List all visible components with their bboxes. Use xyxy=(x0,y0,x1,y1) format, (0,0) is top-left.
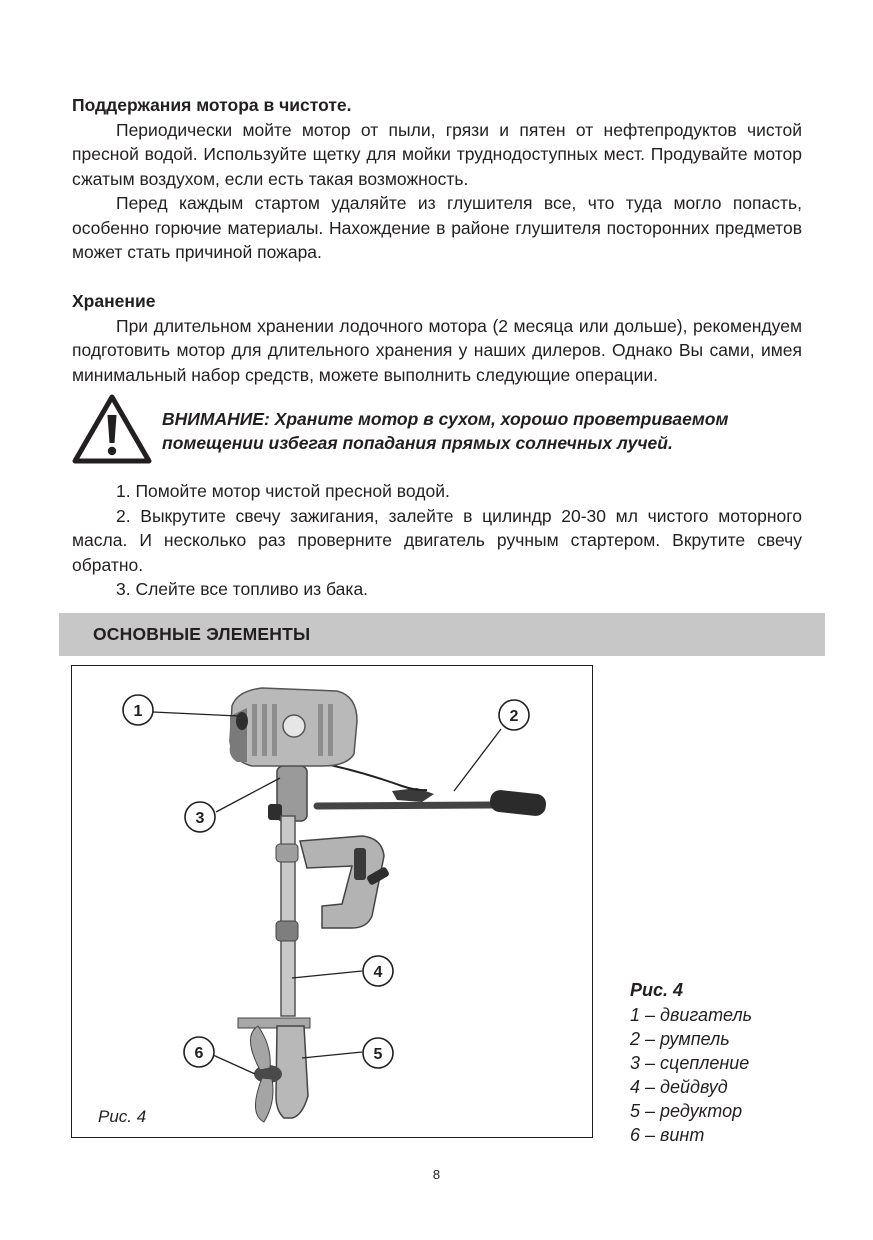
warning-triangle-icon xyxy=(72,393,152,465)
warning-text: ВНИМАНИЕ: Храните мотор в сухом, хорошо проветриваемом помещении избегая попадания прямых солнечных лучей. xyxy=(162,409,729,453)
legend-item: 6 – винт xyxy=(630,1125,705,1145)
figure-frame xyxy=(71,665,593,1138)
storage-paragraph: При длительном хранении лодочного мотора (2 месяца или дольше), рекомендуем подготовить мотор для длительного хранения у наших дилеров. Однако Вы сами, имея минимальный набор средств, можете выполнить следующие операции. xyxy=(72,315,802,385)
cleaning-paragraph-2: Перед каждым стартом удаляйте из глушителя все, что туда могло попасть, особенно горючие материалы. Нахождение в районе глушителя посторонних предметов может стать причиной пожара. xyxy=(72,193,802,262)
callout-3-label: 3 xyxy=(195,810,205,827)
clutch-knob xyxy=(268,804,282,820)
throttle-lever xyxy=(392,788,434,802)
legend-item: 3 – сцепление xyxy=(630,1053,750,1073)
step-2: 2. Выкрутите свечу зажигания, залейте в цилиндр 20-30 мл чистого моторного масла. И несколько раз проверните двигатель ручным стартером. Вкрутите свечу обратно. xyxy=(72,505,802,575)
legend-item: 4 – дейдвуд xyxy=(630,1077,728,1097)
legend-item: 1 – двигатель xyxy=(630,1005,753,1025)
figure-inner-caption: Рис. 4 xyxy=(98,1107,147,1126)
storage-heading: Хранение xyxy=(72,291,156,311)
legend-item: 2 – румпель xyxy=(630,1029,730,1049)
cleaning-heading: Поддержания мотора в чистоте. xyxy=(72,95,352,115)
shaft-collar-upper xyxy=(276,844,298,862)
tiller-arm xyxy=(317,805,492,806)
cleaning-section xyxy=(72,93,802,265)
engine-cap xyxy=(283,715,305,737)
callout-1-label: 1 xyxy=(133,703,143,720)
section-header-bar xyxy=(59,613,825,656)
page-number: 8 xyxy=(432,1167,441,1182)
storage-steps xyxy=(72,479,802,602)
tiller-grip xyxy=(489,789,547,817)
callout-2-label: 2 xyxy=(509,708,519,725)
storage-section xyxy=(72,289,802,387)
propeller-blade-top xyxy=(250,1026,270,1070)
callout-4-label: 4 xyxy=(373,964,383,981)
cleaning-paragraph-1: Периодически мойте мотор от пыли, грязи и пятен от нефтепродуктов чистой пресной водой. Используйте щетку для мойки труднодоступных мест. Продувайте мотор сжатым воздухом, если есть такая возможность. xyxy=(72,119,802,189)
legend-title: Рис. 4 xyxy=(630,980,684,1000)
clamp-handle xyxy=(354,848,366,880)
legend-item: 5 – редуктор xyxy=(630,1101,743,1121)
step-1: 1. Помойте мотор чистой пресной водой. xyxy=(116,481,450,501)
step-3: 3. Слейте все топливо из бака. xyxy=(116,579,369,599)
engine-intake xyxy=(236,712,248,730)
section-title: ОСНОВНЫЕ ЭЛЕМЕНТЫ xyxy=(93,624,311,644)
callout-5-label: 5 xyxy=(373,1046,383,1063)
figure-legend xyxy=(630,978,752,1147)
outboard-motor-diagram xyxy=(72,666,592,1137)
shaft-collar-lower xyxy=(276,921,298,941)
callout-6-label: 6 xyxy=(194,1045,204,1062)
propeller-blade-bottom xyxy=(255,1078,273,1122)
